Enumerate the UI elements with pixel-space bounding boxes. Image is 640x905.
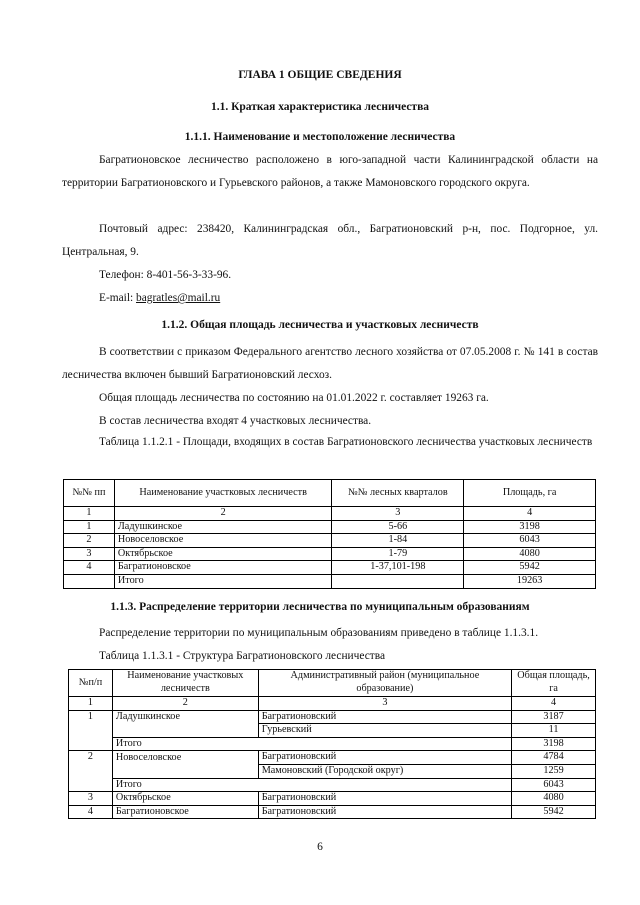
table-cell: 1-37,101-198	[332, 561, 464, 575]
table-numbering-row	[64, 507, 596, 521]
paragraph-distribution: Распределение территории по муниципальным образованиям приведено в таблице 1.1.3.1.	[99, 627, 539, 639]
section-heading-1-1-3: 1.1.3. Распределение территории лесничества по муниципальным образованиям	[110, 601, 530, 613]
table-structure	[68, 669, 596, 819]
table-cell: Новоселовское	[112, 751, 258, 765]
table-cell: Багратионовский	[258, 710, 511, 724]
table-subtotal-row	[69, 778, 596, 792]
chapter-title: ГЛАВА 1 ОБЩИЕ СВЕДЕНИЯ	[238, 69, 402, 81]
table-row	[69, 751, 596, 765]
table-header-cell: №п/п	[69, 670, 113, 697]
table-row	[69, 805, 596, 819]
table-row	[69, 792, 596, 806]
table-cell: 1	[69, 710, 113, 751]
table-cell: 5942	[464, 561, 596, 575]
table-header-cell: Административный район (муниципальное образование)	[258, 670, 511, 697]
table-row	[64, 547, 596, 561]
paragraph-phone: Телефон: 8-401-56-3-33-96.	[99, 269, 232, 281]
paragraph-location: Багратионовское лесничество расположено в юго-западной части Калининградской области на территории Багратионовского и Гурьевского районов, а также Мамоновского городского округа.	[62, 154, 598, 189]
table-cell: 1	[69, 697, 113, 711]
table-cell: 11	[512, 724, 596, 738]
table-cell: Багратионовский	[258, 805, 511, 819]
table-cell: 3	[69, 792, 113, 806]
table-cell: Октябрьское	[114, 547, 332, 561]
paragraph-total-area: Общая площадь лесничества по состоянию на 01.01.2022 г. составляет 19263 га.	[99, 392, 489, 404]
paragraph-email	[62, 287, 598, 310]
table-cell: Ладушкинское	[112, 710, 258, 724]
table-cell: 3198	[512, 737, 596, 751]
table-row	[64, 534, 596, 548]
table-cell: Багратионовское	[112, 805, 258, 819]
table-row	[64, 520, 596, 534]
table-cell: 4080	[464, 547, 596, 561]
table-row	[69, 764, 596, 778]
table-header-row	[69, 670, 596, 697]
table1-caption: Таблица 1.1.2.1 - Площади, входящих в состав Багратионовского лесничества участковых лесничеств	[99, 436, 593, 448]
table-row	[69, 710, 596, 724]
table-cell: Октябрьское	[112, 792, 258, 806]
table-cell: 5-66	[332, 520, 464, 534]
section-heading-1-1-1: 1.1.1. Наименование и местоположение лесничества	[184, 131, 456, 143]
table-cell: 4	[69, 805, 113, 819]
table-cell: 4784	[512, 751, 596, 765]
table-cell	[332, 574, 464, 588]
table-header-cell: Площадь, га	[464, 480, 596, 507]
section-heading-1-1-2: 1.1.2. Общая площадь лесничества и участковых лесничеств	[161, 319, 479, 331]
table-cell: Итого	[112, 778, 511, 792]
table-cell: 1	[64, 507, 115, 521]
table-cell: Багратионовский	[258, 751, 511, 765]
table-cell: 19263	[464, 574, 596, 588]
section-heading-1-1: 1.1. Краткая характеристика лесничества	[210, 101, 430, 113]
table-cell: 2	[64, 534, 115, 548]
table-header-cell: Наименование участковых лесничеств	[114, 480, 332, 507]
table-row	[69, 724, 596, 738]
table-cell: 2	[112, 697, 258, 711]
table-cell: 5942	[512, 805, 596, 819]
table-header-cell: Наименование участковых лесничеств	[112, 670, 258, 697]
table-cell: 1	[64, 520, 115, 534]
table-cell: 3	[258, 697, 511, 711]
page-number: 6	[317, 841, 323, 853]
table-cell: Багратионовское	[114, 561, 332, 575]
table-cell: Итого	[114, 574, 332, 588]
table-header-cell: Общая площадь, га	[512, 670, 596, 697]
table-cell: 4	[512, 697, 596, 711]
table-cell: Итого	[112, 737, 511, 751]
table-total-row	[64, 574, 596, 588]
table-cell: 2	[114, 507, 332, 521]
table-cell: Мамоновский (Городской округ)	[258, 764, 511, 778]
table2-caption: Таблица 1.1.3.1 - Структура Багратионовского лесничества	[99, 650, 386, 662]
table-cell: 3198	[464, 520, 596, 534]
table-cell: 4	[464, 507, 596, 521]
table-areas	[63, 479, 596, 589]
table-cell	[112, 764, 258, 778]
table-cell: 4080	[512, 792, 596, 806]
table-cell: 1-79	[332, 547, 464, 561]
table-cell: 3	[64, 547, 115, 561]
table-numbering-row	[69, 697, 596, 711]
paragraph-includes: В состав лесничества входят 4 участковых лесничества.	[99, 415, 372, 427]
table-cell: 1259	[512, 764, 596, 778]
table-cell	[64, 574, 115, 588]
table-cell: Багратионовский	[258, 792, 511, 806]
table-cell: 3187	[512, 710, 596, 724]
table-subtotal-row	[69, 737, 596, 751]
table-cell: Ладушкинское	[114, 520, 332, 534]
paragraph-order: В соответствии с приказом Федерального агентство лесного хозяйства от 07.05.2008 г. № 141 в состав лесничества включен бывший Багратионовский лесхоз.	[62, 346, 598, 381]
table-cell: 2	[69, 751, 113, 792]
table-cell: Гурьевский	[258, 724, 511, 738]
table-cell: 6043	[464, 534, 596, 548]
paragraph-address: Почтовый адрес: 238420, Калининградская обл., Багратионовский р-н, пос. Подгорное, ул. Центральная, 9.	[62, 223, 598, 258]
table-cell	[112, 724, 258, 738]
table-cell: Новоселовское	[114, 534, 332, 548]
table-row	[64, 561, 596, 575]
table-cell: 1-84	[332, 534, 464, 548]
table-cell: 3	[332, 507, 464, 521]
table-header-row	[64, 480, 596, 507]
table-cell: 4	[64, 561, 115, 575]
table-cell: 6043	[512, 778, 596, 792]
email-label: E-mail:	[99, 292, 137, 304]
email-link[interactable]: bagratles@mail.ru	[136, 292, 221, 304]
table-header-cell: №№ пп	[64, 480, 115, 507]
table-header-cell: №№ лесных кварталов	[332, 480, 464, 507]
